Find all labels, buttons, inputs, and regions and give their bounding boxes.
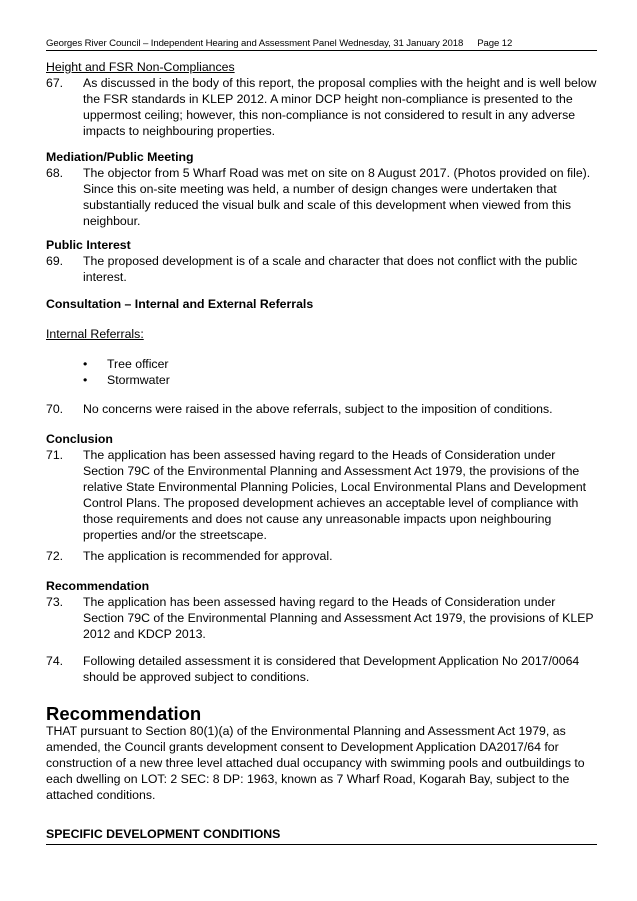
paragraph-number: 72. [46, 549, 64, 563]
list-item-text: Tree officer [107, 357, 169, 371]
section-rule [46, 844, 597, 845]
paragraph-text: Following detailed assessment it is considered that Development Application No 2017/0064 should be approved subject to conditions. [83, 654, 580, 684]
paragraph-67 [46, 75, 597, 139]
referrals-list [83, 356, 170, 388]
subheading-internal-referrals-text: Internal Referrals: [46, 327, 144, 341]
paragraph-72 [46, 548, 597, 564]
paragraph-number: 73. [46, 595, 64, 609]
heading-height-fsr: Height and FSR Non-Compliances [46, 60, 235, 74]
page-header [46, 38, 597, 49]
paragraph-73 [46, 594, 597, 642]
paragraph-text: The application is recommended for approval. [83, 549, 333, 563]
paragraph-74 [46, 653, 597, 685]
heading-mediation: Mediation/Public Meeting [46, 150, 194, 164]
recommendation-body: THAT pursuant to Section 80(1)(a) of the Environmental Planning and Assessment Act 1979, as amended, the Council grants development consent to Development Application DA2017/64 for construction of a new three level attached dual occupancy with swimming pools and outbuildings to each dwelling on LOT: 2 SEC: 8 DP: 1963, known as 7 Wharf Road, Kogarah Bay, subject to the attached conditions. [46, 724, 585, 802]
list-item [83, 356, 170, 372]
paragraph-text: The objector from 5 Wharf Road was met on site on 8 August 2017. (Photos provided on file). Since this on-site meeting was held, a number of design changes were undertaken that substantially reduced the visual bulk and scale of this development when viewed from this neighbour. [83, 166, 591, 228]
header-rule [46, 50, 597, 51]
section-height-fsr [46, 59, 597, 139]
heading-specific-conditions [46, 826, 597, 842]
bullet-icon: • [83, 373, 88, 387]
bullet-icon: • [83, 357, 88, 371]
heading-specific-conditions-text: SPECIFIC DEVELOPMENT CONDITIONS [46, 827, 281, 841]
heading-recommendation: Recommendation [46, 579, 150, 593]
paragraph-69 [46, 253, 597, 285]
paragraph-number: 71. [46, 448, 64, 462]
heading-recommendation-large: Recommendation [46, 703, 202, 724]
section-conclusion [46, 431, 597, 543]
paragraph-text: The proposed development is of a scale and character that does not conflict with the public interest. [83, 254, 578, 284]
paragraph-number: 68. [46, 166, 64, 180]
header-title: Georges River Council – Independent Hearing and Assessment Panel Wednesday, 31 January 2018 [46, 38, 464, 49]
heading-public-interest: Public Interest [46, 238, 131, 252]
paragraph-number: 67. [46, 76, 64, 90]
section-mediation [46, 149, 597, 229]
paragraph-text: The application has been assessed having regard to the Heads of Consideration under Section 79C of the Environmental Planning and Assessment Act 1979, the provisions of the relative State Environmental Planning Policies, Local Environmental Plans and Development Control Plans. The proposed development achieves an acceptable level of compliance with those requirements and does not cause any unreasonable impacts upon neighbouring properties and/or the streetscape. [83, 448, 587, 542]
paragraph-number: 69. [46, 254, 64, 268]
paragraph-text: The application has been assessed having regard to the Heads of Consideration under Section 79C of the Environmental Planning and Assessment Act 1979, the provisions of KLEP 2012 and KDCP 2013. [83, 595, 594, 641]
paragraph-number: 74. [46, 654, 64, 668]
paragraph-text: No concerns were raised in the above referrals, subject to the imposition of conditions. [83, 402, 553, 416]
paragraph-text: As discussed in the body of this report, the proposal complies with the height and is well below the FSR standards in KLEP 2012. A minor DCP height non-compliance is presented to the uppermost ceiling; however, this non-compliance is not considered to result in any adverse impacts to neighbouring properties. [83, 76, 597, 138]
paragraph-68 [46, 165, 597, 229]
section-public-interest [46, 237, 597, 285]
heading-conclusion: Conclusion [46, 432, 113, 446]
paragraph-70 [46, 401, 597, 417]
paragraph-number: 70. [46, 402, 64, 416]
page-number: Page 12 [477, 38, 513, 49]
heading-consultation-text: Consultation – Internal and External Referrals [46, 297, 314, 311]
list-item-text: Stormwater [107, 373, 170, 387]
heading-consultation [46, 296, 597, 312]
paragraph-71 [46, 447, 597, 543]
section-recommendation-numbered [46, 578, 597, 642]
list-item [83, 372, 170, 388]
subheading-internal-referrals [46, 326, 597, 342]
